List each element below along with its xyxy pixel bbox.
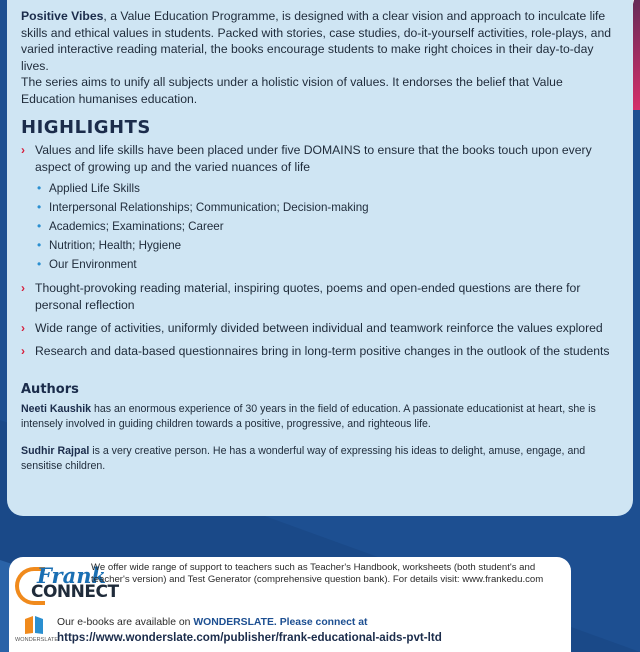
author-name: Sudhir Rajpal <box>21 445 90 457</box>
teacher-support-text: We offer wide range of support to teachers such as Teacher's Handbook, worksheets (both student's and teacher's version) and Test Generator (comprehensive question bank). For details visit: www.frankedu.com <box>91 562 544 585</box>
domain-label: Interpersonal Relationships; Communication; Decision-making <box>49 201 369 214</box>
arrow-bullet-icon: › <box>21 321 25 335</box>
authors-heading: Authors <box>21 382 79 397</box>
arrow-bullet-icon: › <box>21 344 25 358</box>
author-description: is a very creative person. He has a wonderful way of expressing his ideas to delight, amuse, engage, and sensitise children. <box>21 445 586 472</box>
arrow-bullet-icon: › <box>21 143 25 157</box>
ebook-prefix: Our e-books are available on <box>57 617 194 628</box>
arrow-bullet-icon: › <box>21 281 25 295</box>
wonderslate-brand-text: WONDERSLATE. <box>193 617 277 628</box>
domain-item <box>35 217 619 236</box>
frank-connect-logo <box>15 563 119 607</box>
domain-item <box>35 198 619 217</box>
highlight-item <box>21 142 619 274</box>
bullet-dot-icon: • <box>37 219 42 233</box>
bullet-dot-icon: • <box>37 238 42 252</box>
domain-label: Our Environment <box>49 258 137 271</box>
intro-text: , a Value Education Programme, is designed with a clear vision and approach to inculcate life skills and ethical values in students. Packed with stories, case studies, do-it-yourself activities, role-plays, and varied interactive reading material, the books encourage students to make right choices in their day-to-day lives. <box>21 9 612 73</box>
author-bio <box>21 444 619 474</box>
logo-frank-text: Frank <box>37 563 107 588</box>
bullet-dot-icon: • <box>37 257 42 271</box>
highlight-text: Values and life skills have been placed under five DOMAINS to ensure that the books touch upon every aspect of growing up and the varied nuances of life <box>35 143 592 174</box>
domain-list <box>35 179 619 274</box>
wonderslate-book-icon <box>23 615 45 635</box>
domain-label: Nutrition; Health; Hygiene <box>49 239 182 252</box>
wonderslate-logo <box>15 615 59 649</box>
intro-paragraph <box>21 8 619 74</box>
author-description: has an enormous experience of 30 years in the field of education. A passionate educationist at heart, she is intensely involved in guiding children towards a positive, progressive, and righteous life. <box>21 403 596 430</box>
domain-label: Academics; Examinations; Career <box>49 220 224 233</box>
bullet-dot-icon: • <box>37 200 42 214</box>
author-name: Neeti Kaushik <box>21 403 92 415</box>
highlights-list <box>21 142 619 360</box>
wonderslate-logo-label: WONDERSLATE <box>15 637 59 643</box>
ebook-please-text: Please connect at <box>276 617 368 628</box>
footer-panel <box>9 557 571 652</box>
wonderslate-link[interactable]: https://www.wonderslate.com/publisher/frank-educational-aids-pvt-ltd <box>57 631 442 644</box>
highlight-text: Thought-provoking reading material, inspiring quotes, poems and open-ended questions are there for personal reflection <box>35 281 581 312</box>
intro-paragraph-2: The series aims to unify all subjects under a holistic vision of values. It endorses the belief that Value Education humanises education. <box>21 75 563 106</box>
logo-connect-text: CONNECT <box>31 582 119 602</box>
bullet-dot-icon: • <box>37 181 42 195</box>
highlight-text: Research and data-based questionnaires bring in long-term positive changes in the outlook of the students <box>35 344 610 358</box>
highlight-text: Wide range of activities, uniformly divided between individual and teamwork reinforce the values explored <box>35 321 603 335</box>
domain-item <box>35 179 619 198</box>
domain-label: Applied Life Skills <box>49 182 140 195</box>
domain-item <box>35 236 619 255</box>
highlight-item <box>21 343 619 360</box>
content-card <box>7 0 633 516</box>
highlight-item <box>21 280 619 314</box>
series-name: Positive Vibes <box>21 9 104 23</box>
highlight-item <box>21 320 619 337</box>
ebook-availability-text <box>57 617 368 628</box>
highlights-heading: HIGHLIGHTS <box>21 117 151 138</box>
author-bio <box>21 402 619 432</box>
domain-item <box>35 255 619 274</box>
